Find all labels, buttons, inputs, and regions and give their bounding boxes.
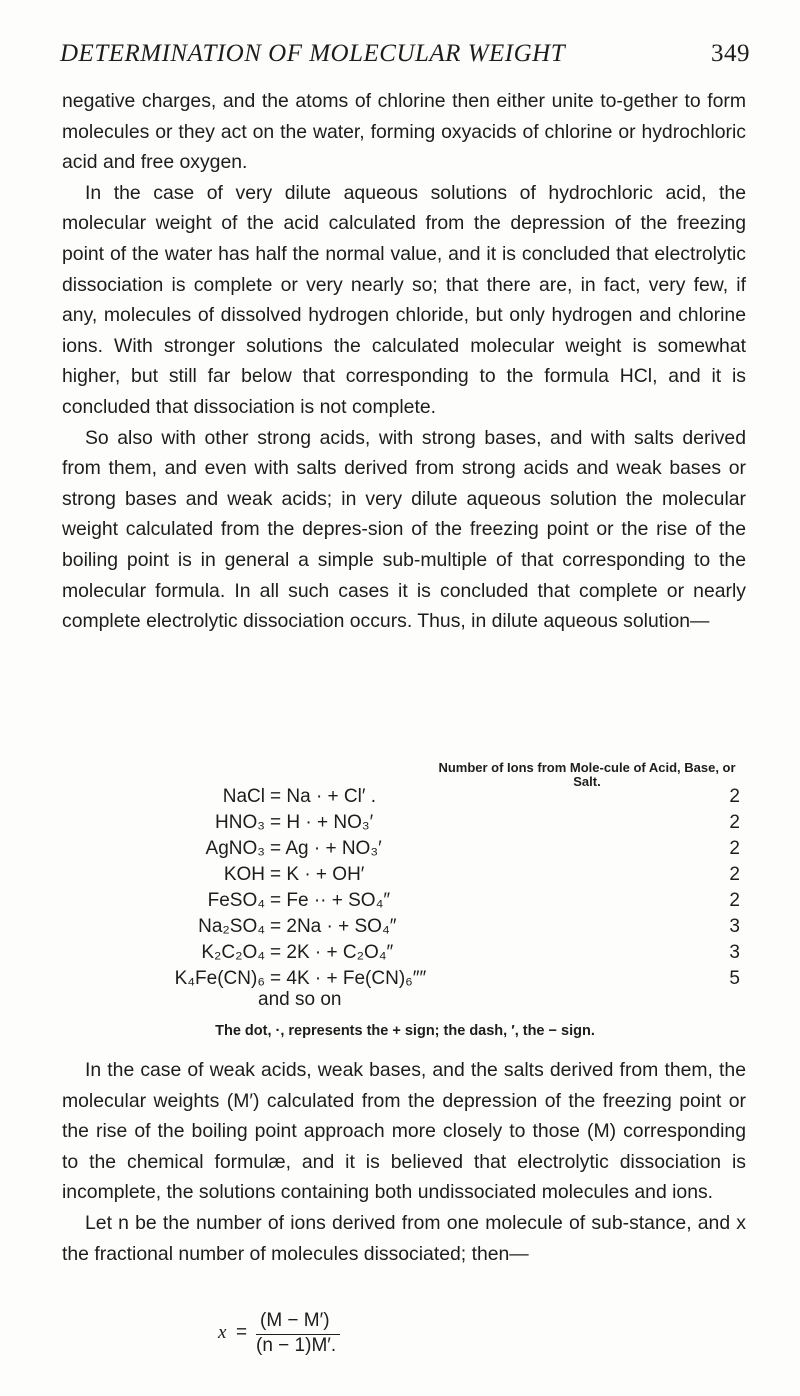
ion-equation: = 2Na · + SO₄″ — [270, 916, 397, 937]
compound-formula: Na₂SO₄ — [198, 916, 265, 937]
paragraph: In the case of very dilute aqueous solutions of hydrochloric acid, the molecular weight of the acid calculated from the depression of the freezing point of the water has half the normal value, and it is concluded that electrolytic dissociation is complete or very nearly so; that there are, in fact, very few, if any, molecules of dissolved hydrogen chloride, but only hydrogen and chlorine ions. With stronger solutions the calculated molecular weight is somewhat higher, but still far below that corresponding to the formula HCl, and it is concluded that dissociation is not complete. — [62, 181, 746, 418]
ion-count: 5 — [729, 968, 740, 989]
compound-formula: AgNO₃ — [205, 838, 265, 859]
paragraph: Let n be the number of ions derived from one molecule of sub-stance, and x the fractional number of molecules dissociated; then— — [62, 1211, 746, 1265]
ion-count: 2 — [729, 786, 740, 807]
table-row — [100, 916, 740, 942]
table-footnote: The dot, ·, represents the + sign; the dash, ′, the − sign. — [215, 1023, 595, 1039]
ion-count: 3 — [729, 916, 740, 937]
ion-count: 2 — [729, 812, 740, 833]
compound-formula: K₄Fe(CN)₆ — [174, 968, 265, 989]
ion-equation: = Na · + Cl′ . — [270, 786, 376, 807]
paragraph: negative charges, and the atoms of chlorine then either unite to-gether to form molecules or they act on the water, forming oxyacids of chlorine or hydrochloric acid and free oxygen. — [62, 90, 746, 174]
ion-equation: = Fe ·· + SO₄″ — [270, 890, 391, 911]
ion-equation: = 2K · + C₂O₄″ — [270, 942, 394, 963]
table-row — [100, 812, 740, 838]
paragraph: In the case of weak acids, weak bases, and the salts derived from them, the molecular weights (M′) calculated from the depression of the freezing point or the rise of the boiling point approach more closely to those (M) corresponding to the chemical formulæ, and it is believed that electrolytic dissociation is incomplete, the solutions containing both undissociated molecules and ions. — [62, 1059, 746, 1204]
table-row — [100, 890, 740, 916]
ion-count: 2 — [729, 890, 740, 911]
ion-equation: = 4K · + Fe(CN)₆″″ — [270, 968, 427, 989]
paragraph: So also with other strong acids, with strong bases, and with salts derived from them, and even with salts derived from strong acids and weak bases or strong bases and weak acids; in very dilute aqueous solution the molecular weight calculated from the depres-sion of the freezing point or the rise of the boiling point is in general a simple sub-multiple of that corresponding to the molecular formula. In all such cases it is concluded that complete or nearly complete electrolytic dissociation occurs. Thus, in dilute aqueous solution— — [62, 426, 746, 633]
ion-equation: = K · + OH′ — [270, 864, 365, 885]
body-text-top — [62, 86, 746, 637]
ion-count: 3 — [729, 942, 740, 963]
table-row — [100, 864, 740, 890]
body-text-bottom — [62, 1055, 746, 1269]
table-row — [100, 968, 740, 994]
formula-numerator: (M − M′) — [260, 1310, 330, 1331]
table-continuation: and so on — [258, 989, 342, 1010]
table-row — [100, 838, 740, 864]
ion-equation: = Ag · + NO₃′ — [270, 838, 382, 859]
compound-formula: KOH — [223, 864, 265, 885]
table-row — [100, 942, 740, 968]
ion-count: 2 — [729, 864, 740, 885]
page-number: 349 — [711, 40, 750, 67]
compound-formula: FeSO₄ — [207, 890, 265, 911]
formula-lhs: x — [218, 1322, 227, 1343]
running-head-title: DETERMINATION OF MOLECULAR WEIGHT — [60, 40, 566, 67]
formula-denominator: (n − 1)M′. — [256, 1335, 337, 1356]
ion-count-column-header: Number of Ions from Mole-cule of Acid, Base, or Salt. — [438, 760, 736, 789]
table-row — [100, 786, 740, 812]
compound-formula: K₂C₂O₄ — [201, 942, 265, 963]
formula-equals: = — [236, 1322, 248, 1343]
ion-count: 2 — [729, 838, 740, 859]
compound-formula: HNO₃ — [215, 812, 265, 833]
ion-equation: = H · + NO₃′ — [270, 812, 374, 833]
compound-formula: NaCl — [222, 786, 265, 807]
